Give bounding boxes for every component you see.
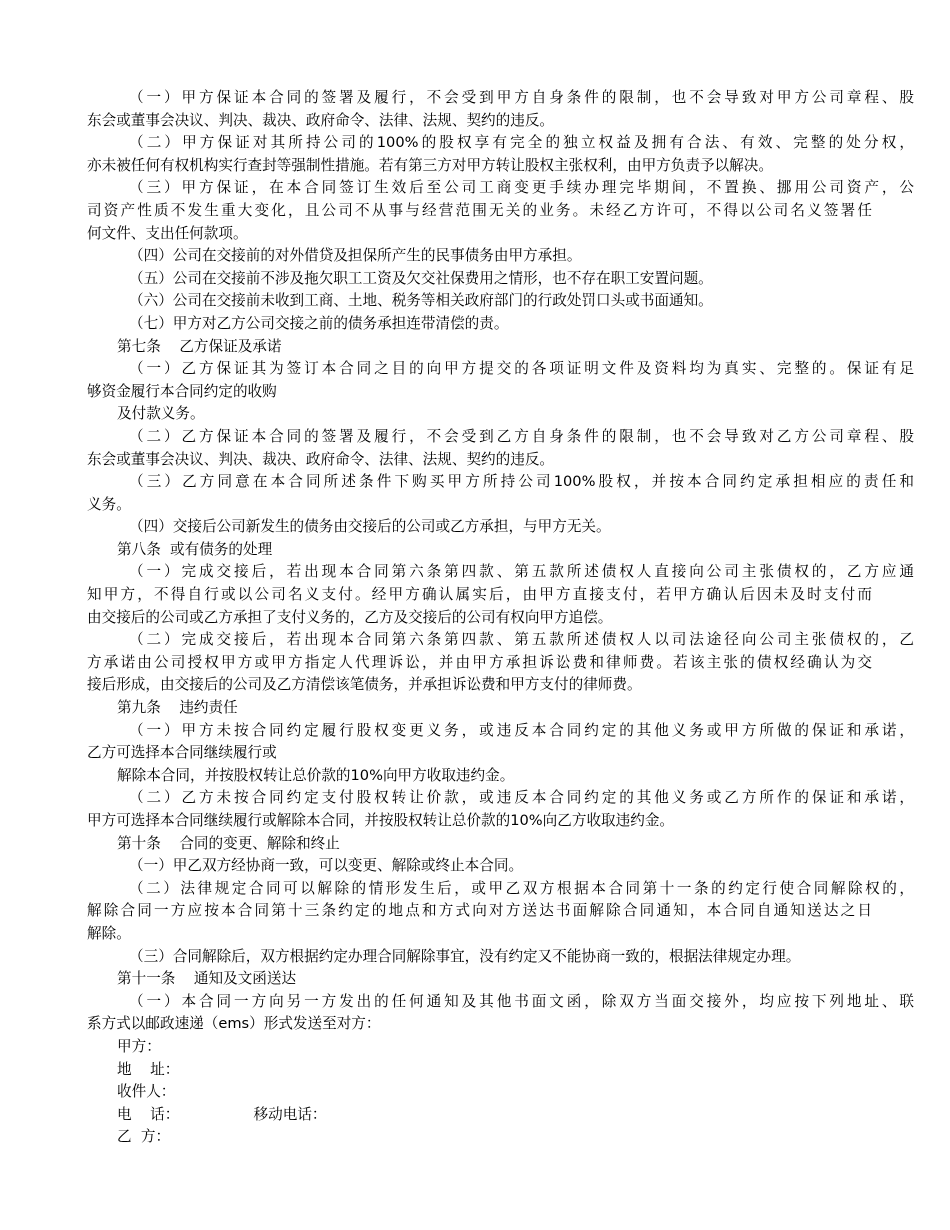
text-line: （二）法律规定合同可以解除的情形发生后，或甲乙双方根据本合同第十一条的约定行使合同解除权的， xyxy=(129,879,914,897)
text-line: 地 址： xyxy=(117,1060,180,1078)
text-line: 接后形成，由交接后的公司及乙方清偿该笔债务，并承担诉讼费和甲方支付的律师费。 xyxy=(87,676,642,694)
text-line: 东会或董事会决议、判决、裁决、政府命令、法律、法规、契约的违反。 xyxy=(87,450,555,468)
text-line: （三）合同解除后，双方根据约定办理合同解除事宜，没有约定又不能协商一致的，根据法律规定办理。 xyxy=(129,947,801,965)
text-line: （一）甲乙双方经协商一致，可以变更、解除或终止本合同。 xyxy=(129,857,524,875)
text-line: 系方式以邮政速递（ems）形式发送至对方： xyxy=(87,1015,381,1033)
text-line: （一）甲方未按合同约定履行股权变更义务，或违反本合同约定的其他义务或甲方所做的保证和承诺， xyxy=(129,721,914,739)
text-line: （三）乙方同意在本合同所述条件下购买甲方所持公司100%股权，并按本合同约定承担相应的责任和 xyxy=(129,473,914,491)
text-line: 方承诺由公司授权甲方或甲方指定人代理诉讼，并由甲方承担诉讼费和律师费。若该主张的债权经确认为交 xyxy=(87,653,872,671)
text-line: 解除合同一方应按本合同第十三条约定的地点和方式向对方送达书面解除合同通知，本合同自通知送达之日 xyxy=(87,902,872,920)
text-line: 够资金履行本合同约定的收购 xyxy=(87,382,277,400)
text-line: （三）甲方保证，在本合同签订生效后至公司工商变更手续办理完毕期间，不置换、挪用公司资产，公 xyxy=(129,179,914,197)
contract-text xyxy=(87,87,914,1149)
text-line: （七）甲方对乙方公司交接之前的债务承担连带清偿的责。 xyxy=(129,314,509,332)
text-line: 东会或董事会决议、判决、裁决、政府命令、法律、法规、契约的违反。 xyxy=(87,111,555,129)
text-line: 义务。 xyxy=(87,495,131,513)
text-line: 第十条 合同的变更、解除和终止 xyxy=(117,834,340,852)
text-line: （四）公司在交接前的对外借贷及担保所产生的民事债务由甲方承担。 xyxy=(129,247,582,265)
text-line: 及付款义务。 xyxy=(117,405,205,423)
text-line: 甲方： xyxy=(117,1037,161,1055)
text-line: 知甲方，不得自行或以公司名义支付。经甲方确认属实后，由甲方直接支付，若甲方确认后因未及时支付而 xyxy=(87,586,872,604)
text-line: 第八条 或有债务的处理 xyxy=(117,540,273,558)
text-line: 第十一条 通知及文函送达 xyxy=(117,970,297,988)
text-line: 甲方可选择本合同继续履行或解除本合同，并按股权转让总价款的10%向乙方收取违约金。 xyxy=(87,812,675,829)
text-line: （二）完成交接后，若出现本合同第六条第四款、第五款所述债权人以司法途径向公司主张债权的，乙 xyxy=(129,631,914,649)
text-line: 乙方可选择本合同继续履行或 xyxy=(87,744,277,762)
text-line: （一）甲方保证本合同的签署及履行，不会受到甲方自身条件的限制，也不会导致对甲方公司章程、股 xyxy=(129,89,914,106)
text-line: 亦未被任何有权机构实行查封等强制性措施。若有第三方对甲方转让股权主张权利，由甲方负责予以解决。 xyxy=(87,156,773,174)
text-line: 由交接后的公司或乙方承担了支付义务的，乙方及交接后的公司有权向甲方追偿。 xyxy=(87,608,613,626)
text-line: 司资产性质不发生重大变化，且公司不从事与经营范围无关的业务。未经乙方许可，不得以公司名义签署任 xyxy=(87,201,872,219)
text-line: （二）乙方保证本合同的签署及履行，不会受到乙方自身条件的限制，也不会导致对乙方公司章程、股 xyxy=(129,427,914,445)
text-line: 第九条 违约责任 xyxy=(117,699,238,717)
text-line: （一）乙方保证其为签订本合同之目的向甲方提交的各项证明文件及资料均为真实、完整的。保证有足 xyxy=(129,360,914,378)
text-line: （五）公司在交接前不涉及拖欠职工工资及欠交社保费用之情形，也不存在职工安置问题。 xyxy=(129,269,713,287)
text-line: （六）公司在交接前未收到工商、土地、税务等相关政府部门的行政处罚口头或书面通知。 xyxy=(129,292,713,310)
text-line: 乙 方： xyxy=(117,1128,171,1146)
text-line: 第七条 乙方保证及承诺 xyxy=(117,337,282,355)
text-line: 何文件、支出任何款项。 xyxy=(87,224,248,242)
text-line: （四）交接后公司新发生的债务由交接后的公司或乙方承担，与甲方无关。 xyxy=(129,518,611,536)
text-line: （一）本合同一方向另一方发出的任何通知及其他书面文函，除双方当面交接外，均应按下列地址、联 xyxy=(129,992,914,1010)
text-line: （二）乙方未按合同约定支付股权转让价款，或违反本合同约定的其他义务或乙方所作的保证和承诺， xyxy=(129,789,914,807)
text-line: 解除。 xyxy=(87,924,131,942)
text-line: （二）甲方保证对其所持公司的100%的股权享有完全的独立权益及拥有合法、有效、完整的处分权， xyxy=(129,134,914,152)
text-line: （一）完成交接后，若出现本合同第六条第四款、第五款所述债权人直接向公司主张债权的，乙方应通 xyxy=(129,563,914,581)
text-line: 收件人： xyxy=(117,1083,176,1101)
text-line: 解除本合同，并按股权转让总价款的10%向甲方收取违约金。 xyxy=(117,766,515,784)
text-line: 电 话： 移动电话： xyxy=(117,1105,327,1123)
